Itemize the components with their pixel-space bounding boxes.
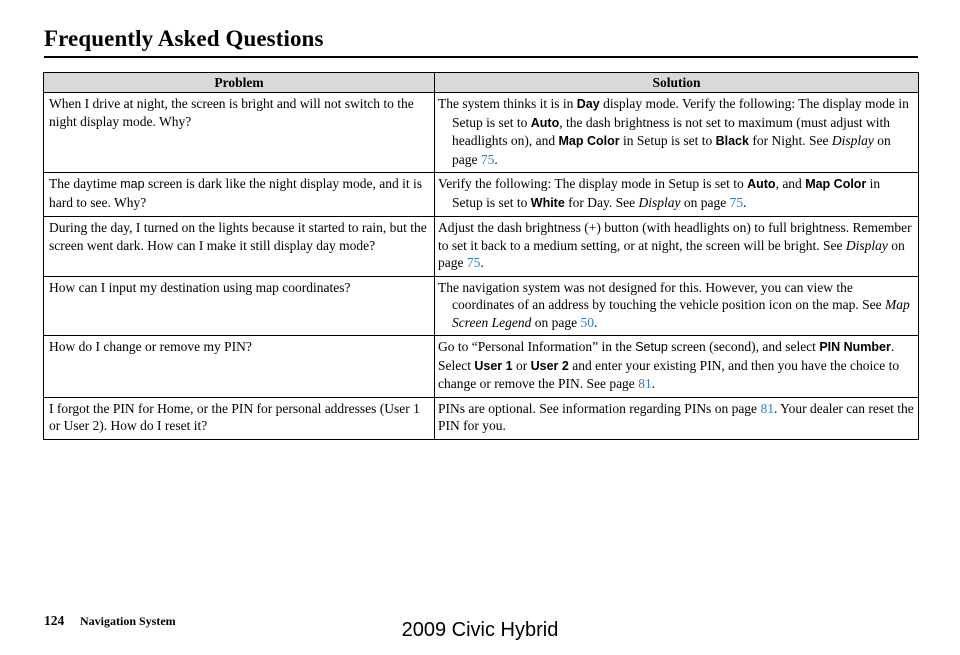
reference-title: Display [845,237,888,253]
solution-cell: PINs are optional. See information regarding PINs on page 81. Your dealer can reset the PIN for you. [435,397,919,439]
page-link[interactable]: 50 [580,314,594,330]
table-row [44,93,919,173]
ui-term: Setup [635,340,668,354]
watermark: 2009 Civic Hybrid [401,619,559,641]
title-rule [44,56,918,58]
reference-title: Display [831,133,874,148]
page-number: 124 [44,613,65,628]
table-header-row [44,73,919,93]
problem-cell: During the day, I turned on the lights because it started to rain, but the screen went dark. How can I make it still display day mode? [44,217,435,277]
ui-term: Black [715,134,749,148]
page-link[interactable]: 81 [760,400,774,416]
page-link[interactable]: 75 [480,151,495,167]
table-row [44,276,919,336]
problem-cell: How can I input my destination using map coordinates? [44,276,435,336]
solution-cell: The navigation system was not designed for this. However, you can view the coordinates of an address by touching the vehicle position icon on the map. See Map Screen Legend on page 50. [435,276,919,336]
ui-term: PIN Number [819,340,891,354]
ui-term: Day [576,97,600,111]
page-link[interactable]: 75 [729,194,744,210]
table-row [44,173,919,217]
problem-cell: The daytime map screen is dark like the night display mode, and it is hard to see. Why? [44,173,435,217]
ui-term: map [120,177,145,191]
column-header-solution: Solution [435,73,919,93]
solution-cell: Go to “Personal Information” in the Setup screen (second), and select PIN Number. Select User 1 or User 2 and enter your existing PIN, and then you have the choice to change or remove the PIN. See page 81. [435,336,919,398]
problem-cell: I forgot the PIN for Home, or the PIN for personal addresses (User 1 or User 2). How do I reset it? [44,397,435,439]
reference-title: Map Screen Legend [452,297,910,330]
table-row [44,336,919,398]
column-header-problem: Problem [44,73,435,93]
ui-term: User 1 [474,358,513,373]
problem-cell: When I drive at night, the screen is bright and will not switch to the night display mode. Why? [44,93,435,173]
solution-cell: The system thinks it is in Day display mode. Verify the following: The display mode in Setup is set to Auto, the dash brightness is not set to maximum (must adjust with headlights on), and Map Color in Setup is set to Black for Night. See Display on page 75. [435,93,919,173]
solution-cell: Verify the following: The display mode in Setup is set to Auto, and Map Color in Setup is set to White for Day. See Display on page 75. [435,173,919,217]
page-link[interactable]: 81 [638,376,652,391]
table-row [44,397,919,439]
table-row [44,217,919,277]
page-title: Frequently Asked Questions [44,26,324,51]
ui-term: Auto [747,177,776,191]
page-link[interactable]: 75 [466,255,481,270]
faq-table [43,72,919,440]
ui-term: Auto [530,115,560,130]
section-name: Navigation System [80,614,176,628]
problem-cell: How do I change or remove my PIN? [44,336,435,398]
ui-term: Map Color [558,134,620,148]
ui-term: Map Color [805,177,867,191]
solution-cell: Adjust the dash brightness (+) button (with headlights on) to full brightness. Remember to set it back to a medium setting, or at night, the screen will be bright. See Display on page 75. [435,217,919,277]
reference-title: Display [638,194,681,210]
ui-term: User 2 [530,358,569,373]
ui-term: White [530,195,565,210]
